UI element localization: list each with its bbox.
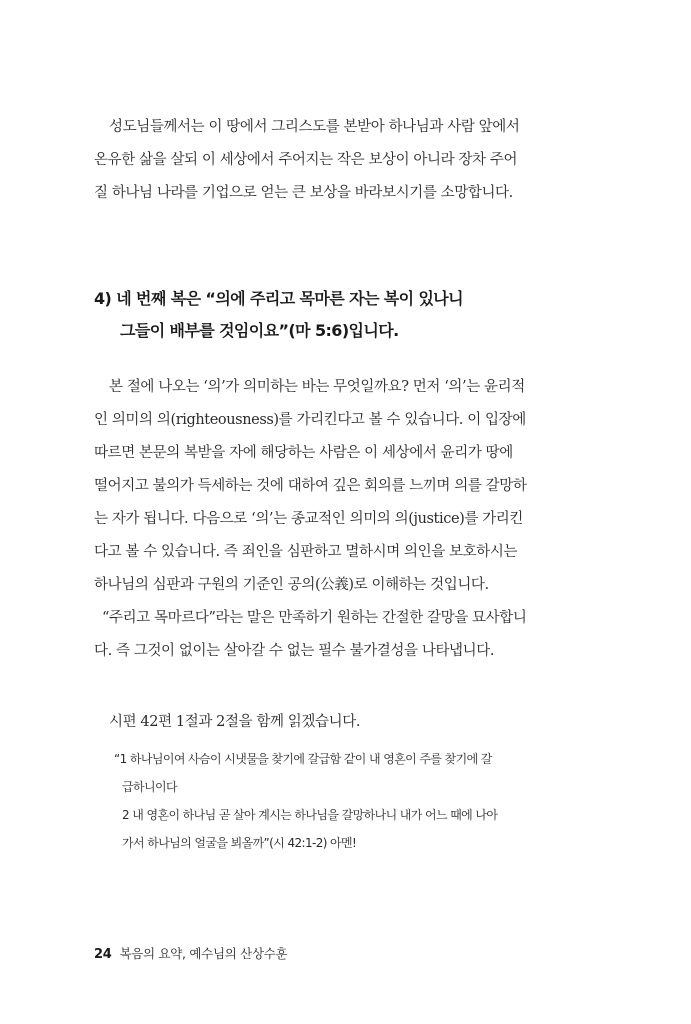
paragraph-line: 다고 볼 수 있습니다. 즉 죄인을 심판하고 멸하시며 의인을 보호하시는 xyxy=(94,544,518,560)
book-page xyxy=(94,0,596,1024)
paragraph-righteousness xyxy=(94,371,574,668)
quote-line: “1 하나님이여 사슴이 시냇물을 찾기에 갈급함 같이 내 영혼이 주를 찾기에 갈 xyxy=(114,752,492,766)
paragraph-line: 다. 즉 그것이 없이는 살아갈 수 없는 필수 불가결성을 나타냅니다. xyxy=(94,643,495,659)
paragraph-line: 하나님의 심판과 구원의 기준인 공의(公義)로 이해하는 것입니다. xyxy=(94,577,489,593)
paragraph-reward xyxy=(94,111,574,210)
quote-line: 급하니이다 xyxy=(122,780,177,794)
paragraph-line: 떨어지고 불의가 득세하는 것에 대하여 깊은 회의를 느끼며 의를 갈망하 xyxy=(94,478,527,494)
quote-line: 가서 하나님의 얼굴을 뵈올까”(시 42:1-2) 아멘! xyxy=(122,836,357,850)
running-title: 복음의 요약, 예수님의 산상수훈 xyxy=(119,946,288,961)
paragraph-line: 성도님들께서는 이 땅에서 그리스도를 본받아 하나님과 사람 앞에서 xyxy=(109,119,520,135)
page-footer xyxy=(94,944,287,962)
paragraph-line: 인 의미의 의(righteousness)를 가리킨다고 볼 수 있습니다. 이 입장에 xyxy=(94,412,526,428)
quote-line: 2 내 영혼이 하나님 곧 살아 계시는 하나님을 갈망하나니 내가 어느 때에 나아 xyxy=(122,808,498,822)
paragraph-line: 따르면 본문의 복받을 자에 해당하는 사람은 이 세상에서 윤리가 땅에 xyxy=(94,445,513,461)
paragraph-line: 온유한 삶을 살되 이 세상에서 주어지는 작은 보상이 아니라 장차 주어 xyxy=(94,152,518,168)
paragraph-line: “주리고 목마르다”라는 말은 만족하기 원하는 간절한 갈망을 묘사합니 xyxy=(102,610,527,626)
paragraph-line: 는 자가 됩니다. 다음으로 ‘의’는 종교적인 의미의 의(justice)를 가리킨 xyxy=(94,511,524,527)
page-number: 24 xyxy=(94,947,112,962)
heading-line-2: 그들이 배부를 것임이요”(마 5:6)입니다. xyxy=(120,321,399,340)
heading-line-1: 4) 네 번째 복은 “의에 주리고 목마른 자는 복이 있나니 xyxy=(94,289,464,308)
paragraph-line: 본 절에 나오는 ‘의’가 의미하는 바는 무엇일까요? 먼저 ‘의’는 윤리적 xyxy=(109,379,525,395)
scripture-intro: 시편 42편 1절과 2절을 함께 읽겠습니다. xyxy=(109,714,361,730)
paragraph-line: 질 하나님 나라를 기업으로 얻는 큰 보상을 바라보시기를 소망합니다. xyxy=(94,185,513,201)
section-heading xyxy=(94,283,594,347)
scripture-quote xyxy=(114,745,584,857)
